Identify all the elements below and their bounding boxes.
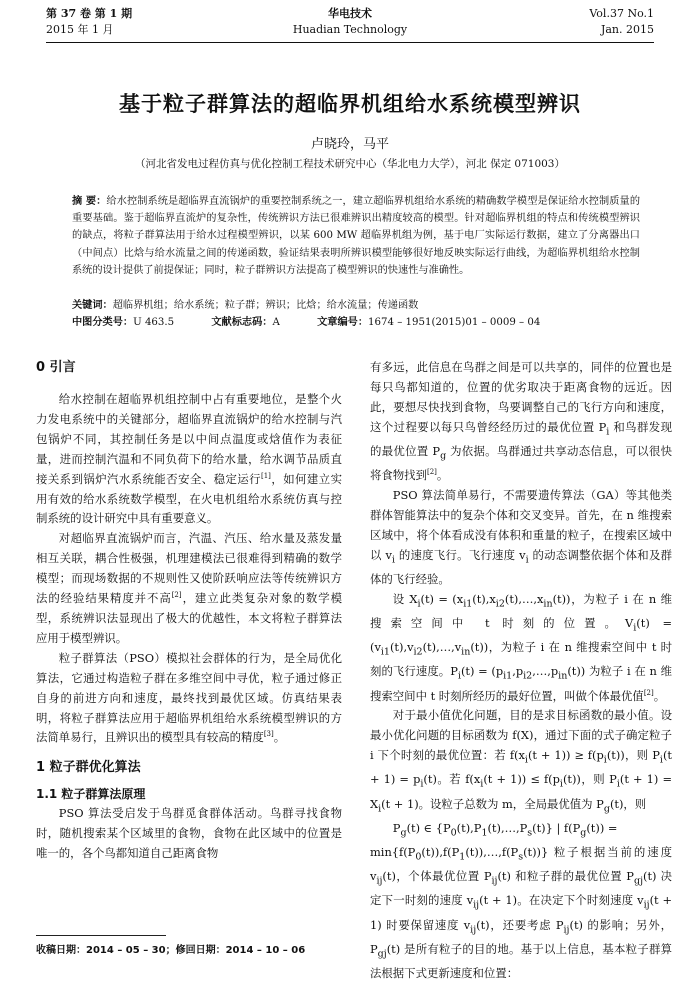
p6-tail: 的动态调整依据个体和及群体的飞行经验。 <box>370 547 672 586</box>
p8-c: (t + 1) = p <box>370 748 672 787</box>
eq2-e: (t) 和粒子群的最优位置 P <box>497 869 634 884</box>
eq1-c: (t),…,P <box>487 820 528 835</box>
classification-line <box>72 314 640 331</box>
p6-text: PSO 算法简单易行，不需要遗传算法（GA）等其他类群体智能算法中的复杂个体和交叉变异。首先，在 n 维搜索区域中，将个体看成没有体积和重量的粒子，在搜索区域中以 v <box>370 488 672 562</box>
doccode-value: A <box>272 317 280 328</box>
p7-text: 设 X <box>392 591 418 606</box>
paragraph-9: $\min\{f(P_0(t)),f(P_1(t)),\dots,f(P_s(t))\}$ 粒子根据当前的速度 $v_{ij}(t)$，个体最优位置 $P_{ij}(t)$ 和粒子群的最优位置 $P_{gj}(t)$ 决定下一时刻的速度 $v_{ij}(t + 1)$。在决定下个时刻速度 $v_{ij}(t + 1)$ 时要保留速度 $v_{ij}(t)$，还要考虑 $P_{ij}(t)$ 的影响；另外，$P_{gj}(t)$ 是所有粒子的目的地。基于以上信息，基本粒子群算法根据下式更新速度和位置： <box>370 845 673 980</box>
paragraph-7: 设 $X_i(t)$ = $(x_{i1}(t),x_{i2}(t),\dots,x_{in}(t))$，为粒子 i 在 n 维搜索空间中 t 时刻的位置。$V_i(t)$ = $(v_{i1}(t),v_{i2}(t),\dots,v_{in}(t))$，为粒子 i 在 n 维搜索空间中 t 时刻的飞行速度。$P_i(t)$ = $(p_{i1},p_{i2},\dots,p_{in}(t))$ 为粒子 i 在 n 维搜索空间中 t 时刻所经历的最好位置，叫做个体最优值[2]。 <box>370 591 673 703</box>
citation: [3] <box>263 730 274 739</box>
p7-c: (t),…,x <box>504 591 544 606</box>
paragraph-2 <box>36 529 342 648</box>
abstract-label: 摘 要： <box>72 196 107 207</box>
eq2-d: (t)，个体最优位置 P <box>382 869 492 884</box>
p5-text: 有多远，此信息在鸟群之间是可以共享的，同伴的位置也是每只鸟都知道的，位置的优劣取决于距离食物的远近。因此，要想尽快找到食物，鸟要调整自己的飞行方向和速度，这个过程要以每只鸟曾经经历过的最优位置 P <box>370 360 672 434</box>
p8-text: 对于最小值优化问题，目的是求目标函数的最小值。设最小优化问题的目标函数为 f(X)，通过下面的式子确定粒子 i 下个时刻的最优位置：若 f(x <box>370 708 672 763</box>
p7-e: (t) = (v <box>370 616 672 655</box>
equation-1: $P_g(t)$ ∈ $\{P_0(t),P_1(t),\dots,P_s(t)\}$ | $f(P_g(t))$ = <box>392 820 618 839</box>
section-1-1-heading: 1.1 粒子群算法原理 <box>36 787 146 802</box>
p3-tail: 。 <box>273 730 286 745</box>
p7-a: (t) = (x <box>420 591 464 606</box>
journal-name-cn: 华电技术 <box>328 7 372 20</box>
keywords-text: 超临界机组；给水系统；粒子群；辨识；比焓；给水流量；传递函数 <box>112 300 419 311</box>
paragraph-5 <box>370 358 672 486</box>
p2-tail: ，建立此类复杂对象的数学模型，系统辨识法显现出了极大的优越性，本文将粒子群算法应用于模型辨识。 <box>36 591 342 645</box>
p8-b: (t))，则 P <box>606 748 660 763</box>
doccode-label: 文献标志码： <box>211 317 273 328</box>
p7-g: (t),…,v <box>422 640 462 655</box>
p8-f: (t))，则 P <box>562 772 617 787</box>
eq1-d: (t)} | f(P <box>532 820 581 835</box>
paragraph-4: PSO 算法受启发于鸟群觅食群体活动。鸟群寻找食物时，随机搜索某个区域里的食物，食物在此区域中的位置是唯一的，各个鸟都知道自己距离食物 <box>36 806 342 861</box>
right-column <box>370 358 672 984</box>
p7-i: (t) = (p <box>460 664 504 679</box>
p1-tail: ，如何建立实用有效的给水系统数学模型，在火电机组给水系统仿真与控制系统的设计研究中具有重要意义。 <box>36 471 342 526</box>
p8-g: (t + 1) = X <box>370 772 672 811</box>
eq1-b: (t),P <box>456 820 482 835</box>
journal-name-en: Huadian Technology <box>292 23 408 36</box>
eq2-text: min{f(P <box>370 845 416 860</box>
header-rule <box>46 42 654 43</box>
eq2-i: (t)，还要考虑 P <box>476 917 564 932</box>
section-1-heading: 1 粒子群优化算法 <box>36 760 141 776</box>
header-volume-en <box>589 6 654 38</box>
p7-k: ,…,p <box>532 664 559 679</box>
abstract <box>72 193 640 279</box>
paragraph-1 <box>36 390 342 529</box>
keywords-label: 关键词： <box>72 300 113 311</box>
citation: [2] <box>643 688 654 697</box>
p8-e: (t + 1)) ≤ f(p <box>483 772 560 787</box>
subscript: i <box>606 426 610 437</box>
article-label: 文章编号： <box>317 317 369 328</box>
eq1-e: (t)) = <box>586 820 618 835</box>
subscript: i <box>525 554 529 565</box>
citation: [1] <box>261 471 271 480</box>
p5-end: 。 <box>436 468 449 483</box>
p8-d: (t)。若 f(x <box>423 772 481 787</box>
p7-f: (t),v <box>389 640 414 655</box>
p1-text: 给水控制在超临界机组控制中占有重要地位，是整个火力发电系统中的关键部分，超临界直流锅炉的给水控制与汽包锅炉不同，其控制任务是以中间点温度或焓值作为表征量，进而控制汽温和不同负荷下的给水量，给水调节品质直接关系到锅炉汽水系统能否安全、稳定运行 <box>36 392 342 486</box>
running-header <box>46 6 654 42</box>
eq1-text: P <box>392 820 401 835</box>
volume-issue-en: Vol.37 No.1 <box>589 7 654 20</box>
eq2-a: (t)),f(P <box>421 845 460 860</box>
p8-a: (t + 1)) ≥ f(p <box>527 748 604 763</box>
affiliation: （河北省发电过程仿真与优化控制工程技术研究中心（华北电力大学），河北 保定 071003） <box>134 158 565 170</box>
received-date-footnote: 收稿日期：2014 – 05 – 30；修回日期：2014 – 10 – 06 <box>36 945 306 956</box>
date-cn: 2015 年 1 月 <box>46 23 114 36</box>
paragraph-8: 对于最小值优化问题，目的是求目标函数的最小值。设最小优化问题的目标函数为 f(X)，通过下面的式子确定粒子 i 下个时刻的最优位置：若 $f(x_i(t + 1)) \ge f(p_i(t))$，则 $P_i(t + 1) = p_i(t)$。若 $f(x_i(t + 1)) \le f(p_i(t))$，则 $P_i(t + 1) = X_i(t + 1)$。设粒子总数为 m，全局最优值为 $P_g(t)$，则 <box>370 708 672 814</box>
p7-b: (t),x <box>472 591 496 606</box>
paper-title: 基于粒子群算法的超临界机组给水系统模型辨识 <box>119 92 581 116</box>
p7-j: ,p <box>512 664 524 679</box>
p7-l: (t)) 为粒子 i 在 n 维搜索空间中 t 时刻所经历的最好位置，叫做个体最优值 <box>370 664 672 703</box>
keywords <box>72 297 640 314</box>
date-en: Jan. 2015 <box>600 23 654 36</box>
p3-text: 粒子群算法（PSO）模拟社会群体的行为，是全局优化算法，它通过构造粒子群在多维空间中寻优，粒子通过修正自身的前进方向和速度，最终找到最优区域。仿真结果表明，将粒子群算法应用于超临界机组给水系统模型辨识的方法简单易行，且辨识出的模型具有较高的精度 <box>36 650 342 745</box>
p5-mid: 和鸟群发现的最优位置 P <box>370 419 672 458</box>
eq2-c: (t))} 粒子根据当前的速度 v <box>370 845 672 884</box>
eq1-a: (t) ∈ {P <box>406 820 451 835</box>
article-value: 1674 – 1951(2015)01 – 0009 – 04 <box>368 317 541 328</box>
footnote-rule <box>36 935 166 936</box>
eq2-b: (t)),…,f(P <box>465 845 519 860</box>
eq2-f: (t) 决定下一时刻的速度 v <box>370 869 673 908</box>
subscript: i <box>391 554 395 565</box>
eq2-k: (t) 是所有粒子的目的地。基于以上信息，基本粒子群算法根据下式更新速度和位置： <box>370 941 672 980</box>
authors: 卢晓玲，马平 <box>310 137 389 152</box>
citation: [2] <box>171 591 182 600</box>
class-label: 中图分类号： <box>72 317 134 328</box>
volume-issue-cn: 第 37 卷 第 1 期 <box>46 7 133 20</box>
p7-end: 。 <box>653 688 666 703</box>
p6-mid: 的速度飞行。飞行速度 v <box>395 547 526 562</box>
paragraph-6 <box>370 486 672 590</box>
header-journal <box>46 6 654 38</box>
p2-text: 对超临界直流锅炉而言，汽温、汽压、给水量及蒸发量相互关联，耦合性极强，机理建模法已很难得到精确的数学模型；而现场数据的不规则性又使阶跃响应法等传统辨识方法的经验结果精度并不高 <box>36 531 342 606</box>
left-column <box>36 358 342 864</box>
p8-i: (t)，则 <box>609 796 647 811</box>
paragraph-3 <box>36 649 342 749</box>
class-value: U 463.5 <box>133 317 175 328</box>
section-0-heading: 0 引言 <box>36 360 76 375</box>
eq2-j: (t) 的影响；另外，P <box>370 917 672 956</box>
eq2-h: (t + 1) 时要保留速度 v <box>370 893 673 932</box>
p7-h: (t))，为粒子 i 在 n 维搜索空间中 t 时刻的飞行速度。P <box>370 640 672 679</box>
eq2-g: (t + 1)。在决定下个时刻速度 v <box>479 893 644 908</box>
abstract-text: 给水控制系统是超临界直流锅炉的重要控制系统之一，建立超临界机组给水系统的精确数学模型是保证给水控制质量的重要基础。鉴于超临界直流炉的复杂性，传统辨识方法已很难辨识出精度较高的模型。针对超临界机组的特点和传统模型辨识的缺点，将粒子群算法用于给水过程模型辨识，以某 600 MW 超临界机组为例，基于电厂实际运行数据，建立了分离器出口（中间点）比焓与给水流量之间的传递函数，验证结果表明所辨识模型能够很好地反映实际运行曲线，为超临界机组给水控制系统的设计提供了前提保证；同时，粒子群辨识方法提高了模型辨识的快速性与准确性。 <box>72 196 641 276</box>
p7-d: (t))，为粒子 i 在 n 维搜索空间中 t 时刻的位置。V <box>370 591 673 630</box>
p8-h: (t + 1)。设粒子总数为 m，全局最优值为 P <box>381 796 604 811</box>
citation: [2] <box>426 468 437 477</box>
subscript: g <box>440 450 447 462</box>
p5-tail: 为依据。鸟群通过共享动态信息，可以很快将食物找到 <box>370 443 672 483</box>
